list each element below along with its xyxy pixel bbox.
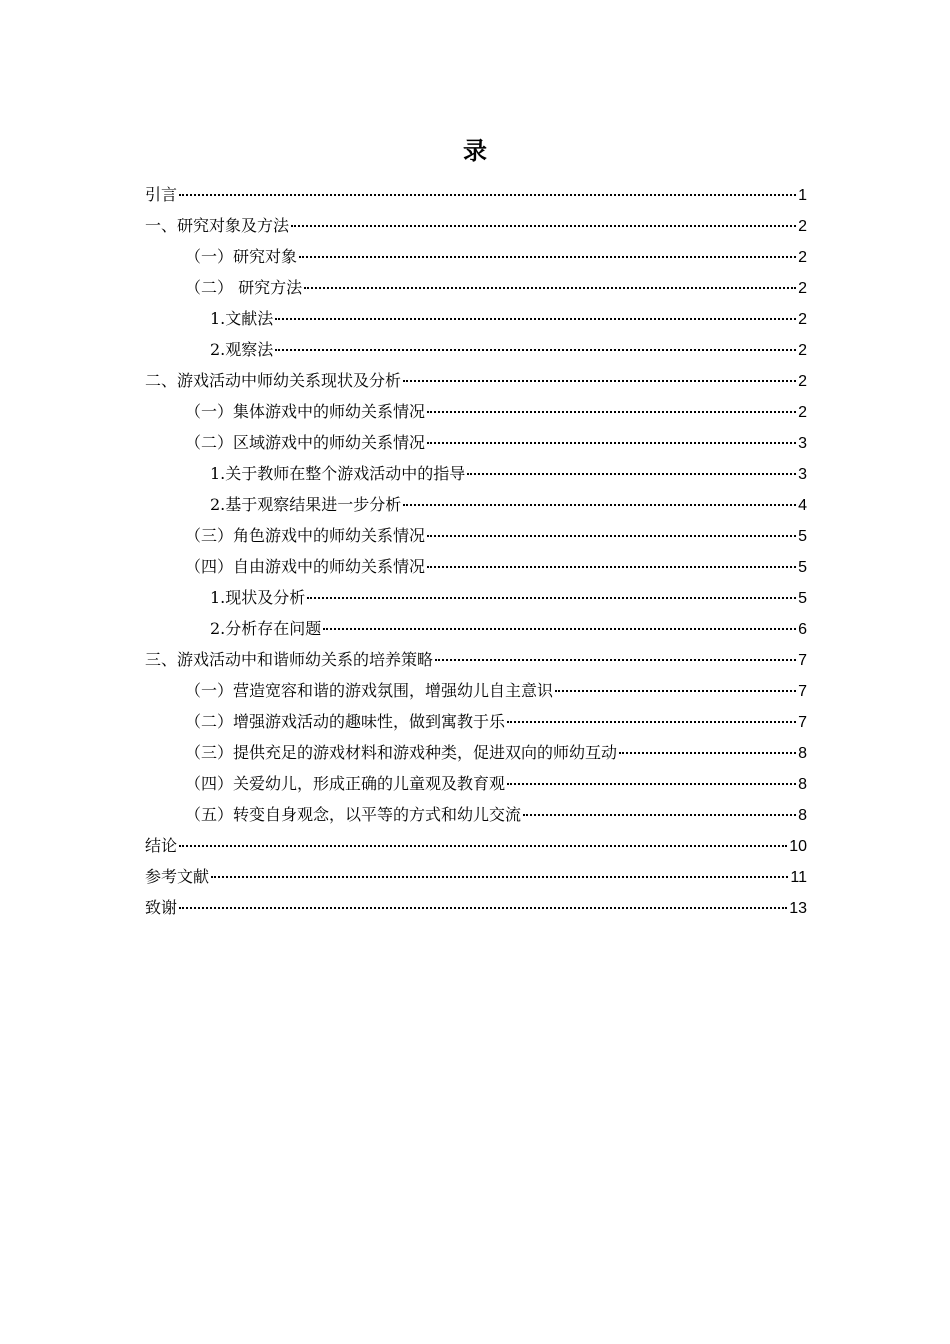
toc-entry-text: （二） 研究方法 — [185, 278, 303, 297]
toc-page-number: 2 — [798, 249, 807, 266]
toc-entry[interactable] — [145, 181, 807, 212]
toc-page-number: 8 — [798, 745, 807, 762]
toc-entry[interactable] — [145, 429, 807, 460]
toc-page-number: 4 — [798, 497, 807, 514]
toc-dot-leader — [179, 905, 787, 909]
toc-dot-leader — [619, 750, 796, 754]
toc-entry[interactable] — [145, 677, 807, 708]
toc-entry[interactable] — [145, 212, 807, 243]
toc-entry-text: （三）角色游戏中的师幼关系情况 — [185, 526, 426, 545]
toc-dot-leader — [403, 378, 796, 382]
toc-dot-leader — [211, 874, 788, 878]
toc-dot-leader — [523, 812, 796, 816]
toc-page-number: 2 — [798, 373, 807, 390]
toc-entry[interactable] — [145, 553, 807, 584]
toc-page-number: 1 — [798, 187, 807, 204]
toc-dot-leader — [467, 471, 796, 475]
toc-dot-leader — [275, 347, 796, 351]
toc-dot-leader — [435, 657, 796, 661]
toc-page-number: 11 — [790, 869, 807, 886]
toc-page-number: 5 — [798, 590, 807, 607]
toc-entry[interactable] — [145, 367, 807, 398]
toc-page-number: 2 — [798, 311, 807, 328]
toc-dot-leader — [179, 192, 796, 196]
toc-page-number: 2 — [798, 404, 807, 421]
toc-page-number: 13 — [789, 900, 807, 917]
toc-page-number: 3 — [798, 466, 807, 483]
toc-entry[interactable] — [145, 398, 807, 429]
toc-page-number: 2 — [798, 218, 807, 235]
toc-entry-text: 致谢 — [145, 898, 178, 917]
toc-dot-leader — [323, 626, 796, 630]
toc-entry[interactable] — [145, 770, 807, 801]
toc-dot-leader — [427, 533, 796, 537]
toc-dot-leader — [427, 440, 796, 444]
toc-dot-leader — [507, 719, 796, 723]
toc-dot-leader — [307, 595, 796, 599]
toc-entry[interactable] — [145, 832, 807, 863]
toc-entry-text: 二、游戏活动中师幼关系现状及分析 — [145, 371, 402, 390]
toc-entry[interactable] — [145, 739, 807, 770]
toc-page-number: 5 — [798, 528, 807, 545]
toc-entry-text: （二）区域游戏中的师幼关系情况 — [185, 433, 426, 452]
toc-entry[interactable] — [145, 491, 807, 522]
toc-dot-leader — [275, 316, 796, 320]
toc-entry[interactable] — [145, 584, 807, 615]
toc-entry-text: （四）自由游戏中的师幼关系情况 — [185, 557, 426, 576]
toc-dot-leader — [291, 223, 796, 227]
toc-entry-text: 1.现状及分析 — [210, 588, 306, 607]
toc-entry[interactable] — [145, 243, 807, 274]
toc-entry-text: （一）研究对象 — [185, 247, 298, 266]
toc-entry[interactable] — [145, 460, 807, 491]
toc-dot-leader — [304, 285, 796, 289]
toc-entry-text: 2.观察法 — [210, 340, 274, 359]
toc-entry[interactable] — [145, 894, 807, 925]
toc-entry-text: （二）增强游戏活动的趣味性，做到寓教于乐 — [185, 712, 506, 731]
toc-entry-text: 1.文献法 — [210, 309, 274, 328]
toc-entry[interactable] — [145, 615, 807, 646]
toc-page-number: 8 — [798, 807, 807, 824]
toc-entry[interactable] — [145, 801, 807, 832]
toc-dot-leader — [555, 688, 796, 692]
toc-entry-text: （一）集体游戏中的师幼关系情况 — [185, 402, 426, 421]
toc-page-number: 7 — [798, 714, 807, 731]
toc-entry[interactable] — [145, 708, 807, 739]
toc-entry[interactable] — [145, 274, 807, 305]
toc-entry-text: 引言 — [145, 185, 178, 204]
toc-page-number: 7 — [798, 652, 807, 669]
toc-dot-leader — [507, 781, 796, 785]
toc-page-number: 3 — [798, 435, 807, 452]
toc-entry-text: 参考文献 — [145, 867, 210, 886]
toc-page-number: 8 — [798, 776, 807, 793]
toc-entry-text: 2.分析存在问题 — [210, 619, 322, 638]
toc-entry-text: （五）转变自身观念，以平等的方式和幼儿交流 — [185, 805, 522, 824]
toc-entry-text: （四）关爱幼儿，形成正确的儿童观及教育观 — [185, 774, 506, 793]
toc-dot-leader — [299, 254, 796, 258]
toc-dot-leader — [403, 502, 796, 506]
toc-page-number: 6 — [798, 621, 807, 638]
toc-entry-text: 三、游戏活动中和谐师幼关系的培养策略 — [145, 650, 434, 669]
toc-dot-leader — [179, 843, 787, 847]
toc-dot-leader — [427, 409, 796, 413]
table-of-contents — [145, 181, 807, 925]
toc-entry-text: 1.关于教师在整个游戏活动中的指导 — [210, 464, 466, 483]
toc-entry[interactable] — [145, 305, 807, 336]
toc-entry-text: 结论 — [145, 836, 178, 855]
toc-entry-text: 2.基于观察结果进一步分析 — [210, 495, 402, 514]
toc-page-number: 10 — [789, 838, 807, 855]
toc-page-number: 2 — [798, 280, 807, 297]
toc-page-number: 2 — [798, 342, 807, 359]
toc-entry[interactable] — [145, 336, 807, 367]
toc-entry-text: （一）营造宽容和谐的游戏氛围，增强幼儿自主意识 — [185, 681, 554, 700]
toc-entry[interactable] — [145, 646, 807, 677]
toc-entry-text: 一、研究对象及方法 — [145, 216, 290, 235]
toc-entry-text: （三）提供充足的游戏材料和游戏种类，促进双向的师幼互动 — [185, 743, 618, 762]
toc-page-number: 7 — [798, 683, 807, 700]
toc-title: 录 — [463, 136, 487, 165]
toc-dot-leader — [427, 564, 796, 568]
toc-entry[interactable] — [145, 863, 807, 894]
toc-page-number: 5 — [798, 559, 807, 576]
toc-entry[interactable] — [145, 522, 807, 553]
